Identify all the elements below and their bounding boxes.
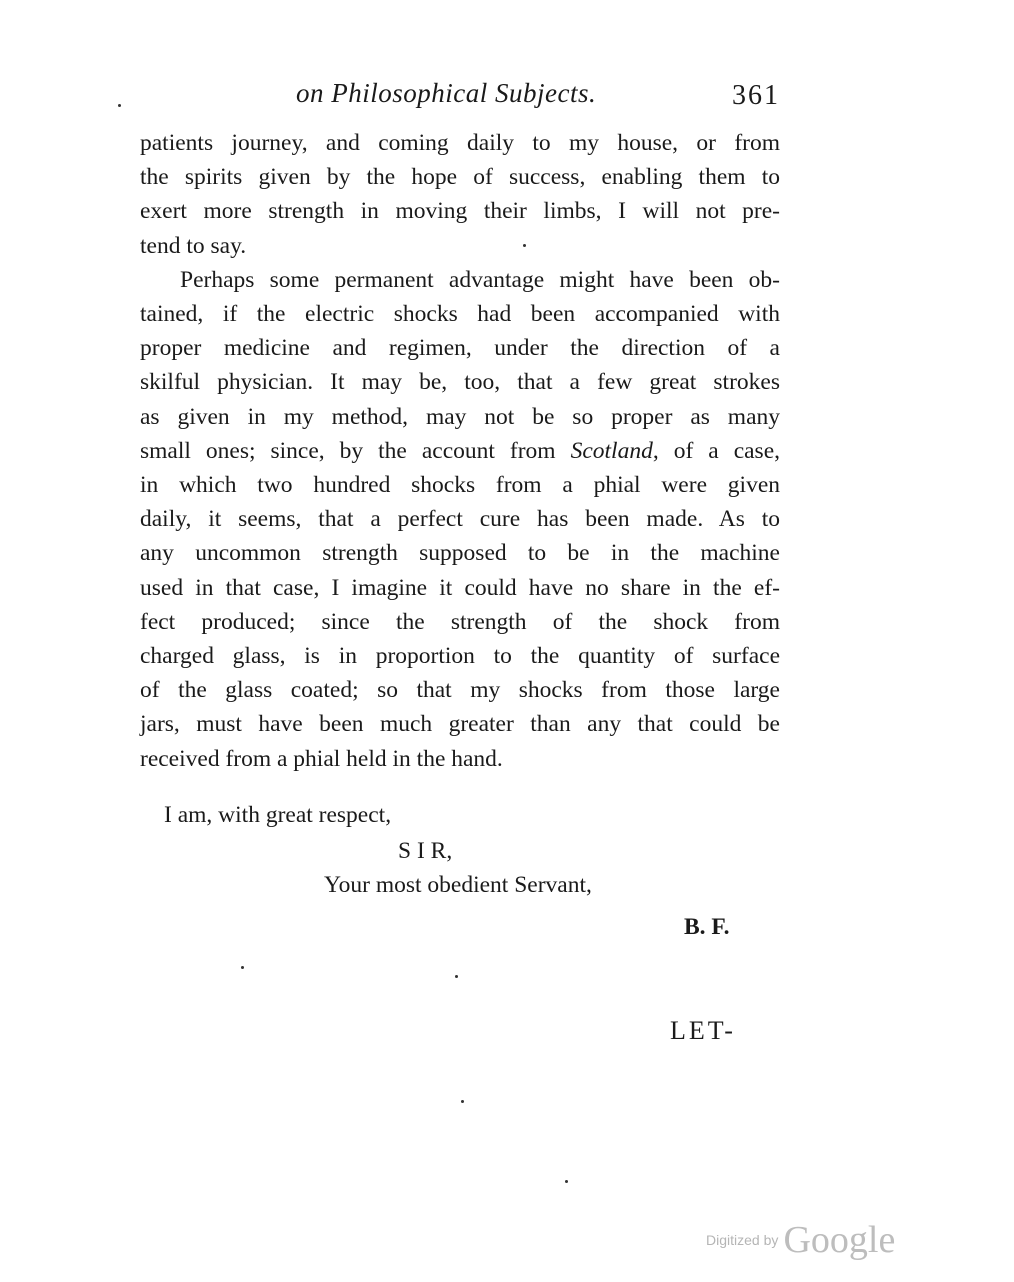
- ink-speck: [461, 1100, 464, 1103]
- ink-speck: [565, 1180, 568, 1183]
- ink-speck: [241, 966, 244, 969]
- text-line: as given in my method, may not be so proper as many: [140, 403, 780, 430]
- place-name: Scotland: [570, 437, 653, 464]
- text-line: any uncommon strength supposed to be in the machine: [140, 540, 780, 567]
- text-line: tend to say.: [140, 232, 247, 259]
- ink-speck: [523, 244, 526, 247]
- text-line: tained, if the electric shocks had been accompanied with: [140, 301, 780, 328]
- google-logo: Google: [783, 1219, 896, 1261]
- text-line: exert more strength in moving their limbs, I will not pre-: [140, 198, 780, 225]
- text-line: charged glass, is in proportion to the quantity of surface: [140, 643, 780, 670]
- valediction: Your most obedient Servant,: [324, 872, 592, 898]
- text-line: fect produced; since the strength of the shock from: [140, 608, 780, 635]
- running-title: on Philosophical Subjects.: [296, 78, 597, 108]
- signature: B. F.: [684, 914, 730, 940]
- text-line: received from a phial held in the hand.: [140, 745, 503, 772]
- text-segment: , of a case,: [652, 437, 781, 464]
- text-line: daily, it seems, that a perfect cure has been made. As to: [140, 506, 780, 533]
- digitized-watermark: [706, 1218, 895, 1262]
- text-line: jars, must have been much greater than any that could be: [140, 711, 780, 738]
- text-line: in which two hundred shocks from a phial were given: [140, 472, 780, 499]
- watermark-prefix: Digitized by: [706, 1232, 779, 1248]
- text-line: proper medicine and regimen, under the direction of a: [140, 335, 780, 362]
- text-line-with-place: [140, 434, 780, 468]
- body-text: [140, 126, 780, 776]
- address: S I R,: [398, 838, 453, 864]
- text-line: the spirits given by the hope of success, enabling them to: [140, 164, 780, 191]
- page-number: 361: [732, 80, 780, 111]
- paragraph-start-line: Perhaps some permanent advantage might have been ob-: [180, 266, 780, 293]
- catchword: LET-: [670, 1016, 736, 1045]
- text-line: skilful physician. It may be, too, that a few great strokes: [140, 369, 780, 396]
- text-line: of the glass coated; so that my shocks from those large: [140, 677, 780, 704]
- text-line: patients journey, and coming daily to my house, or from: [140, 130, 780, 156]
- salutation: I am, with great respect,: [164, 802, 392, 828]
- text-line: used in that case, I imagine it could have no share in the ef-: [140, 574, 780, 601]
- ink-speck: [118, 104, 121, 107]
- ink-speck: [455, 975, 458, 978]
- text-segment: small ones; since, by the account from: [140, 437, 556, 464]
